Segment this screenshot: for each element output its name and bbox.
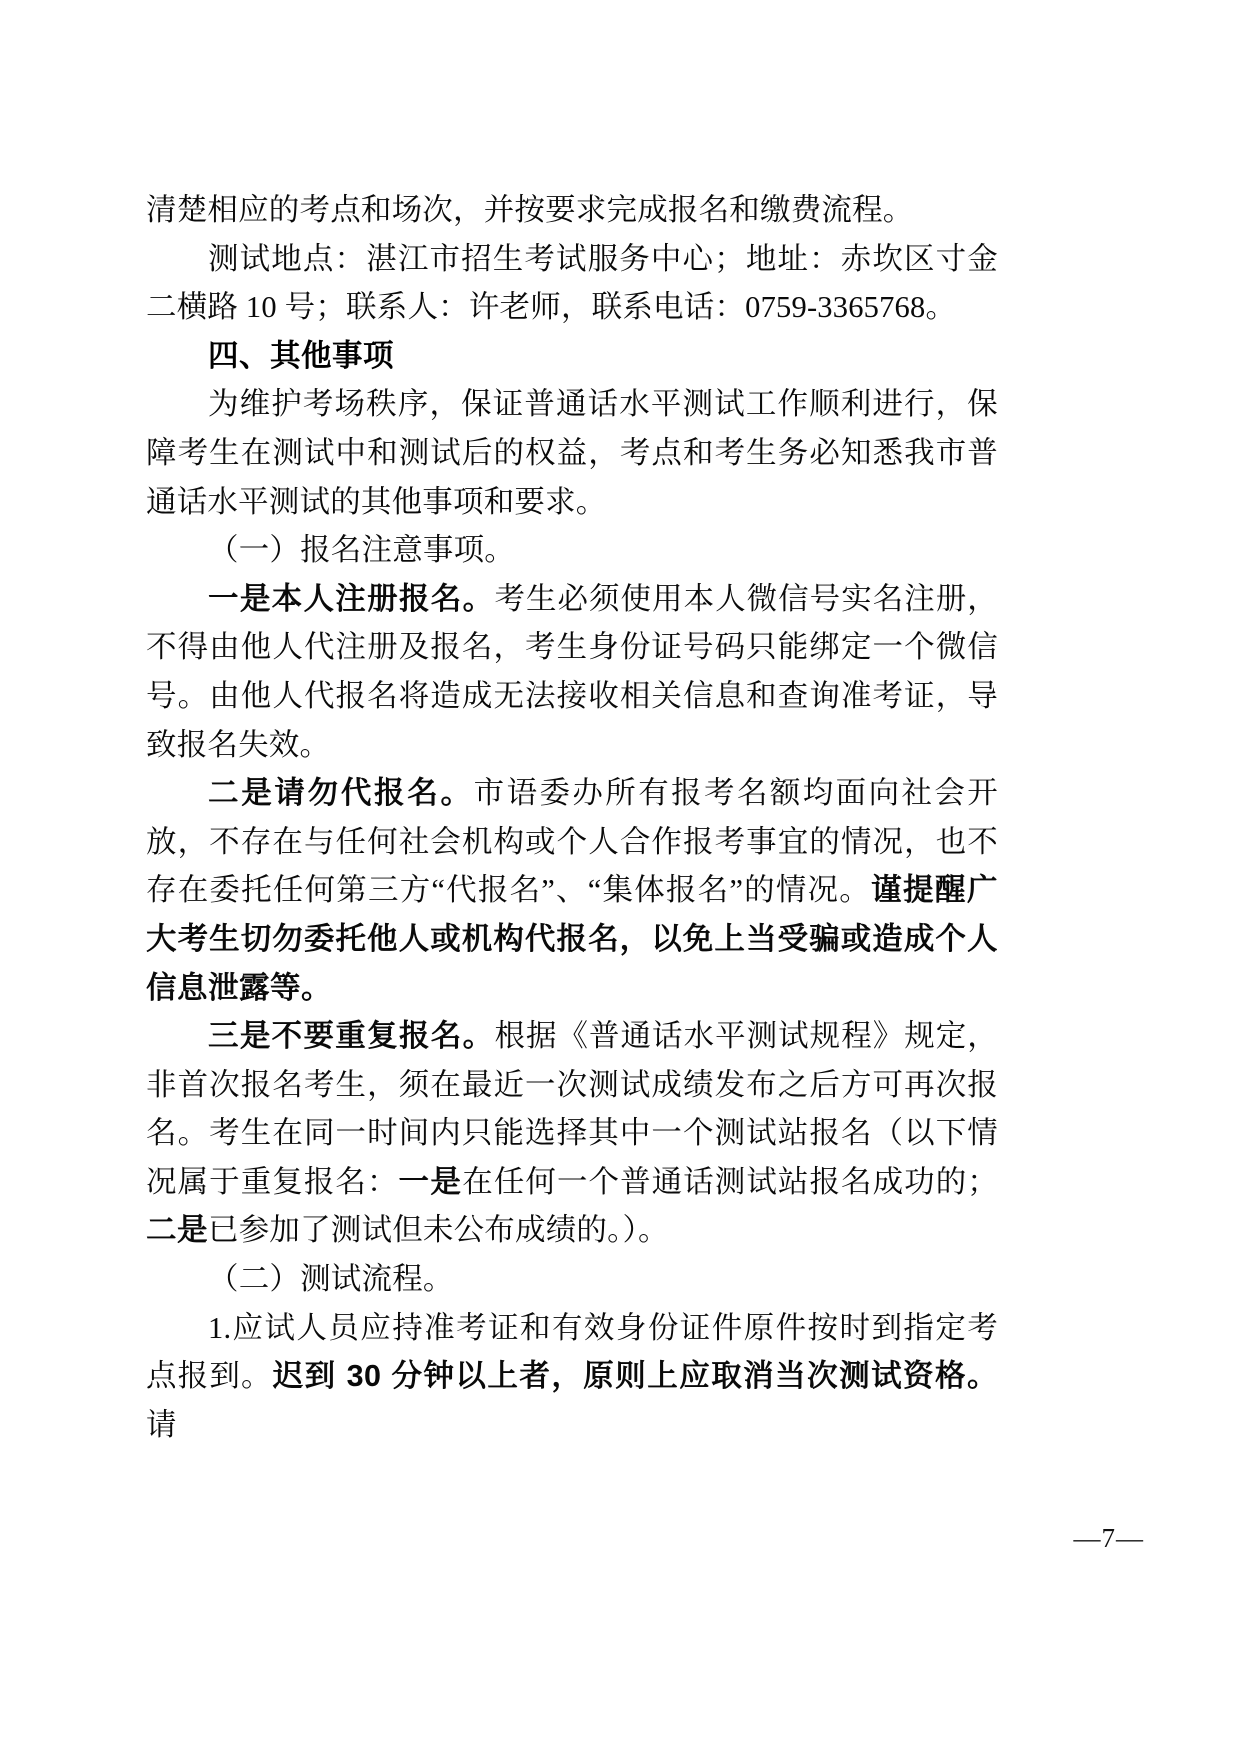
heading-subsection-one-registration-notes xyxy=(146,526,998,575)
text-run: 清楚相应的考点和场次，并按要求完成报名和缴费流程。 xyxy=(146,193,914,227)
emphasis-run: 一是 xyxy=(398,1164,463,1199)
paragraph-item-three-no-duplicate-registration xyxy=(146,1012,998,1255)
text-run: 市语委办所有报考名额均面向社会开放，不存在与任何社会机构或个人合作报考事宜的情况，也不存在委托任何第三方“代报名”、“集体报名”的情况。 xyxy=(146,776,998,908)
heading-section-four-other-matters xyxy=(146,332,998,381)
text-run: （二）测试流程。 xyxy=(208,1262,454,1297)
paragraph-item-two-no-proxy-registration xyxy=(146,769,998,1012)
heading-subsection-two-test-process xyxy=(146,1255,998,1304)
text-run: 1.应试人员应持准考证和有效身份证件原件按时到指定考点报到。 xyxy=(146,1310,998,1394)
emphasis-run: 谨提醒广大考生切勿委托他人或机构代报名，以免上当受骗或造成个人信息泄露等。 xyxy=(146,873,999,1005)
text-run: 考生必须使用本人微信号实名注册，不得由他人代注册及报名，考生身份证号码只能绑定一个微信号。由他人代报名将造成无法接收相关信息和查询准考证，导致报名失效。 xyxy=(146,581,999,762)
paragraph-item-one-self-registration xyxy=(146,575,998,769)
emphasis-run: 四、其他事项 xyxy=(208,338,394,373)
text-run: （一）报名注意事项。 xyxy=(208,533,515,568)
text-run: 根据《普通话水平测试规程》规定，非首次报名考生，须在最近一次测试成绩发布之后方可再次报名。考生在同一时间内只能选择其中一个测试站报名（以下情况属于重复报名： xyxy=(146,1019,999,1199)
emphasis-run: 迟到 30 分钟以上者，原则上应取消当次测试资格。 xyxy=(272,1359,998,1394)
emphasis-run: 三是不要重复报名。 xyxy=(208,1019,495,1054)
paragraph-test-location-contact xyxy=(146,235,998,332)
text-run: 在任何一个普通话测试站报名成功的； xyxy=(462,1164,999,1199)
text-run: 测试地点：湛江市招生考试服务中心；地址：赤坎区寸金二横路 10 号；联系人：许老师，联系电话：0759-3365768。 xyxy=(146,241,998,325)
paragraph-purpose-statement xyxy=(146,380,998,526)
paragraph-exam-site-continuation xyxy=(146,186,998,235)
paragraph-process-step-one xyxy=(146,1304,998,1450)
page-number: —7— xyxy=(1073,1523,1144,1553)
text-run: 为维护考场秩序，保证普通话水平测试工作顺利进行，保障考生在测试中和测试后的权益，考点和考生务必知悉我市普通话水平测试的其他事项和要求。 xyxy=(146,387,998,519)
emphasis-run: 一是本人注册报名。 xyxy=(208,581,495,616)
text-run: 请 xyxy=(146,1407,177,1442)
page-body-text xyxy=(146,186,998,1449)
emphasis-run: 二是 xyxy=(146,1213,208,1248)
emphasis-run: 二是请勿代报名。 xyxy=(208,776,474,811)
text-run: 已参加了测试但未公布成绩的。）。 xyxy=(208,1213,669,1248)
